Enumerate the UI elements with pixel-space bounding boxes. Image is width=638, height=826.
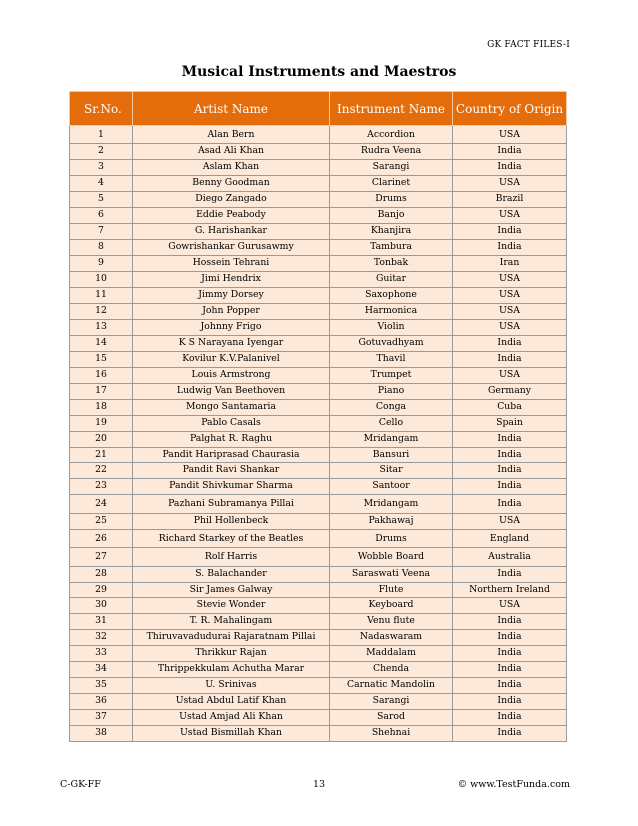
cell-instrument: Clarinet bbox=[330, 176, 453, 192]
column-header-instrument: Instrument Name bbox=[330, 92, 453, 126]
cell-srno: 18 bbox=[70, 399, 133, 415]
cell-srno: 38 bbox=[70, 726, 133, 742]
cell-srno: 36 bbox=[70, 694, 133, 710]
cell-artist: Jimi Hendrix bbox=[133, 272, 330, 288]
cell-country: India bbox=[453, 726, 567, 742]
cell-srno: 24 bbox=[70, 495, 133, 513]
cell-srno: 4 bbox=[70, 176, 133, 192]
cell-srno: 17 bbox=[70, 383, 133, 399]
cell-instrument: Carnatic Mandolin bbox=[330, 678, 453, 694]
cell-country: India bbox=[453, 710, 567, 726]
cell-country: India bbox=[453, 630, 567, 646]
cell-country: USA bbox=[453, 287, 567, 303]
cell-srno: 27 bbox=[70, 548, 133, 566]
table-row bbox=[70, 582, 567, 598]
table-row bbox=[70, 614, 567, 630]
table-row bbox=[70, 431, 567, 447]
cell-country: India bbox=[453, 495, 567, 513]
cell-artist: Rolf Harris bbox=[133, 548, 330, 566]
cell-artist: Benny Goodman bbox=[133, 176, 330, 192]
table-row bbox=[70, 479, 567, 495]
cell-instrument: Banjo bbox=[330, 208, 453, 224]
cell-artist: K S Narayana Iyengar bbox=[133, 335, 330, 351]
table-row bbox=[70, 240, 567, 256]
cell-instrument: Flute bbox=[330, 582, 453, 598]
cell-instrument: Pakhawaj bbox=[330, 513, 453, 529]
cell-artist: Thrikkur Rajan bbox=[133, 646, 330, 662]
table-row bbox=[70, 646, 567, 662]
cell-artist: Thiruvavadudurai Rajaratnam Pillai bbox=[133, 630, 330, 646]
cell-srno: 29 bbox=[70, 582, 133, 598]
cell-srno: 8 bbox=[70, 240, 133, 256]
cell-country: India bbox=[453, 694, 567, 710]
table-row bbox=[70, 176, 567, 192]
table-row bbox=[70, 678, 567, 694]
cell-srno: 32 bbox=[70, 630, 133, 646]
table-row bbox=[70, 548, 567, 566]
cell-instrument: Sarod bbox=[330, 710, 453, 726]
cell-artist: Hossein Tehrani bbox=[133, 256, 330, 272]
table-row bbox=[70, 335, 567, 351]
cell-srno: 16 bbox=[70, 367, 133, 383]
cell-instrument: Cello bbox=[330, 415, 453, 431]
cell-country: India bbox=[453, 160, 567, 176]
cell-artist: Stevie Wonder bbox=[133, 598, 330, 614]
cell-instrument: Piano bbox=[330, 383, 453, 399]
cell-artist: S. Balachander bbox=[133, 566, 330, 582]
cell-srno: 3 bbox=[70, 160, 133, 176]
cell-country: India bbox=[453, 614, 567, 630]
cell-country: Cuba bbox=[453, 399, 567, 415]
cell-country: USA bbox=[453, 319, 567, 335]
cell-srno: 26 bbox=[70, 529, 133, 547]
table-row bbox=[70, 126, 567, 144]
cell-srno: 5 bbox=[70, 192, 133, 208]
table-row bbox=[70, 447, 567, 463]
cell-artist: Aslam Khan bbox=[133, 160, 330, 176]
cell-country: India bbox=[453, 351, 567, 367]
table-row bbox=[70, 662, 567, 678]
cell-country: India bbox=[453, 431, 567, 447]
cell-instrument: Sarangi bbox=[330, 160, 453, 176]
cell-instrument: Harmonica bbox=[330, 303, 453, 319]
cell-country: India bbox=[453, 240, 567, 256]
cell-artist: Ustad Bismillah Khan bbox=[133, 726, 330, 742]
cell-country: USA bbox=[453, 367, 567, 383]
cell-country: USA bbox=[453, 126, 567, 144]
table-row bbox=[70, 399, 567, 415]
cell-artist: Jimmy Dorsey bbox=[133, 287, 330, 303]
cell-instrument: Bansuri bbox=[330, 447, 453, 463]
cell-srno: 12 bbox=[70, 303, 133, 319]
cell-country: India bbox=[453, 224, 567, 240]
table-row bbox=[70, 383, 567, 399]
table-row bbox=[70, 351, 567, 367]
table-row bbox=[70, 463, 567, 479]
cell-country: Australia bbox=[453, 548, 567, 566]
cell-artist: Pazhani Subramanya Pillai bbox=[133, 495, 330, 513]
cell-country: India bbox=[453, 335, 567, 351]
cell-instrument: Drums bbox=[330, 192, 453, 208]
footer-website: © www.TestFunda.com bbox=[457, 779, 570, 790]
table-row bbox=[70, 192, 567, 208]
cell-srno: 11 bbox=[70, 287, 133, 303]
cell-instrument: Wobble Board bbox=[330, 548, 453, 566]
cell-instrument: Mridangam bbox=[330, 495, 453, 513]
cell-srno: 31 bbox=[70, 614, 133, 630]
page-number: 13 bbox=[312, 779, 326, 790]
cell-srno: 15 bbox=[70, 351, 133, 367]
header-file-label: GK FACT FILES-I bbox=[487, 40, 570, 50]
cell-country: England bbox=[453, 529, 567, 547]
cell-artist: Richard Starkey of the Beatles bbox=[133, 529, 330, 547]
cell-artist: John Popper bbox=[133, 303, 330, 319]
cell-artist: Eddie Peabody bbox=[133, 208, 330, 224]
cell-srno: 19 bbox=[70, 415, 133, 431]
cell-country: Brazil bbox=[453, 192, 567, 208]
cell-srno: 7 bbox=[70, 224, 133, 240]
instruments-table bbox=[69, 91, 567, 742]
cell-instrument: Rudra Veena bbox=[330, 144, 453, 160]
cell-instrument: Trumpet bbox=[330, 367, 453, 383]
cell-srno: 30 bbox=[70, 598, 133, 614]
cell-instrument: Thavil bbox=[330, 351, 453, 367]
cell-artist: Thrippekkulam Achutha Marar bbox=[133, 662, 330, 678]
cell-country: Iran bbox=[453, 256, 567, 272]
cell-artist: Pablo Casals bbox=[133, 415, 330, 431]
cell-srno: 23 bbox=[70, 479, 133, 495]
cell-artist: Louis Armstrong bbox=[133, 367, 330, 383]
cell-artist: Diego Zangado bbox=[133, 192, 330, 208]
table-row bbox=[70, 726, 567, 742]
cell-instrument: Gotuvadhyam bbox=[330, 335, 453, 351]
table-row bbox=[70, 256, 567, 272]
cell-instrument: Sarangi bbox=[330, 694, 453, 710]
table-row bbox=[70, 495, 567, 513]
table-header-row bbox=[70, 92, 567, 126]
table-row bbox=[70, 319, 567, 335]
table-row bbox=[70, 710, 567, 726]
cell-instrument: Mridangam bbox=[330, 431, 453, 447]
cell-srno: 21 bbox=[70, 447, 133, 463]
cell-country: India bbox=[453, 646, 567, 662]
cell-instrument: Maddalam bbox=[330, 646, 453, 662]
cell-instrument: Shehnai bbox=[330, 726, 453, 742]
column-header-artist: Artist Name bbox=[133, 92, 330, 126]
cell-instrument: Sitar bbox=[330, 463, 453, 479]
table-row bbox=[70, 287, 567, 303]
cell-artist: Sir James Galway bbox=[133, 582, 330, 598]
cell-instrument: Accordion bbox=[330, 126, 453, 144]
cell-artist: Asad Ali Khan bbox=[133, 144, 330, 160]
table-row bbox=[70, 144, 567, 160]
cell-country: India bbox=[453, 662, 567, 678]
cell-instrument: Nadaswaram bbox=[330, 630, 453, 646]
cell-srno: 1 bbox=[70, 126, 133, 144]
cell-srno: 37 bbox=[70, 710, 133, 726]
cell-srno: 28 bbox=[70, 566, 133, 582]
cell-instrument: Conga bbox=[330, 399, 453, 415]
footer-code: C-GK-FF bbox=[60, 779, 101, 790]
cell-artist: Phil Hollenbeck bbox=[133, 513, 330, 529]
table-row bbox=[70, 224, 567, 240]
cell-artist: Gowrishankar Gurusawmy bbox=[133, 240, 330, 256]
cell-artist: G. Harishankar bbox=[133, 224, 330, 240]
cell-country: India bbox=[453, 144, 567, 160]
cell-srno: 13 bbox=[70, 319, 133, 335]
cell-instrument: Tonbak bbox=[330, 256, 453, 272]
cell-instrument: Guitar bbox=[330, 272, 453, 288]
cell-instrument: Santoor bbox=[330, 479, 453, 495]
cell-artist: Kovilur K.V.Palanivel bbox=[133, 351, 330, 367]
cell-instrument: Tambura bbox=[330, 240, 453, 256]
cell-srno: 33 bbox=[70, 646, 133, 662]
cell-instrument: Violin bbox=[330, 319, 453, 335]
cell-instrument: Khanjira bbox=[330, 224, 453, 240]
cell-instrument: Saxophone bbox=[330, 287, 453, 303]
cell-country: USA bbox=[453, 513, 567, 529]
cell-instrument: Chenda bbox=[330, 662, 453, 678]
table-row bbox=[70, 415, 567, 431]
cell-artist: T. R. Mahalingam bbox=[133, 614, 330, 630]
cell-artist: Pandit Shivkumar Sharma bbox=[133, 479, 330, 495]
cell-srno: 25 bbox=[70, 513, 133, 529]
cell-country: India bbox=[453, 479, 567, 495]
cell-artist: Ludwig Van Beethoven bbox=[133, 383, 330, 399]
cell-srno: 34 bbox=[70, 662, 133, 678]
page-title: Musical Instruments and Maestros bbox=[181, 64, 457, 80]
cell-artist: U. Srinivas bbox=[133, 678, 330, 694]
cell-srno: 6 bbox=[70, 208, 133, 224]
cell-srno: 14 bbox=[70, 335, 133, 351]
cell-country: USA bbox=[453, 176, 567, 192]
cell-country: Germany bbox=[453, 383, 567, 399]
table-row bbox=[70, 598, 567, 614]
cell-srno: 22 bbox=[70, 463, 133, 479]
cell-country: USA bbox=[453, 598, 567, 614]
table-body bbox=[70, 126, 567, 742]
cell-instrument: Keyboard bbox=[330, 598, 453, 614]
cell-srno: 20 bbox=[70, 431, 133, 447]
cell-artist: Palghat R. Raghu bbox=[133, 431, 330, 447]
cell-artist: Pandit Hariprasad Chaurasia bbox=[133, 447, 330, 463]
table-row bbox=[70, 630, 567, 646]
cell-artist: Ustad Abdul Latif Khan bbox=[133, 694, 330, 710]
cell-srno: 2 bbox=[70, 144, 133, 160]
table-row bbox=[70, 694, 567, 710]
cell-instrument: Drums bbox=[330, 529, 453, 547]
cell-country: India bbox=[453, 447, 567, 463]
table-row bbox=[70, 160, 567, 176]
cell-srno: 35 bbox=[70, 678, 133, 694]
cell-artist: Pandit Ravi Shankar bbox=[133, 463, 330, 479]
cell-country: Spain bbox=[453, 415, 567, 431]
column-header-srno: Sr.No. bbox=[70, 92, 133, 126]
cell-instrument: Venu flute bbox=[330, 614, 453, 630]
cell-srno: 10 bbox=[70, 272, 133, 288]
table-row bbox=[70, 367, 567, 383]
table-row bbox=[70, 272, 567, 288]
cell-artist: Ustad Amjad Ali Khan bbox=[133, 710, 330, 726]
cell-country: USA bbox=[453, 303, 567, 319]
cell-artist: Mongo Santamaria bbox=[133, 399, 330, 415]
cell-artist: Johnny Frigo bbox=[133, 319, 330, 335]
cell-country: USA bbox=[453, 208, 567, 224]
table-row bbox=[70, 513, 567, 529]
cell-srno: 9 bbox=[70, 256, 133, 272]
cell-country: India bbox=[453, 463, 567, 479]
cell-country: India bbox=[453, 678, 567, 694]
cell-country: India bbox=[453, 566, 567, 582]
cell-artist: Alan Bern bbox=[133, 126, 330, 144]
cell-country: Northern Ireland bbox=[453, 582, 567, 598]
table-row bbox=[70, 208, 567, 224]
cell-country: USA bbox=[453, 272, 567, 288]
table-row bbox=[70, 566, 567, 582]
table-row bbox=[70, 529, 567, 547]
column-header-country: Country of Origin bbox=[453, 92, 567, 126]
cell-instrument: Saraswati Veena bbox=[330, 566, 453, 582]
table-row bbox=[70, 303, 567, 319]
